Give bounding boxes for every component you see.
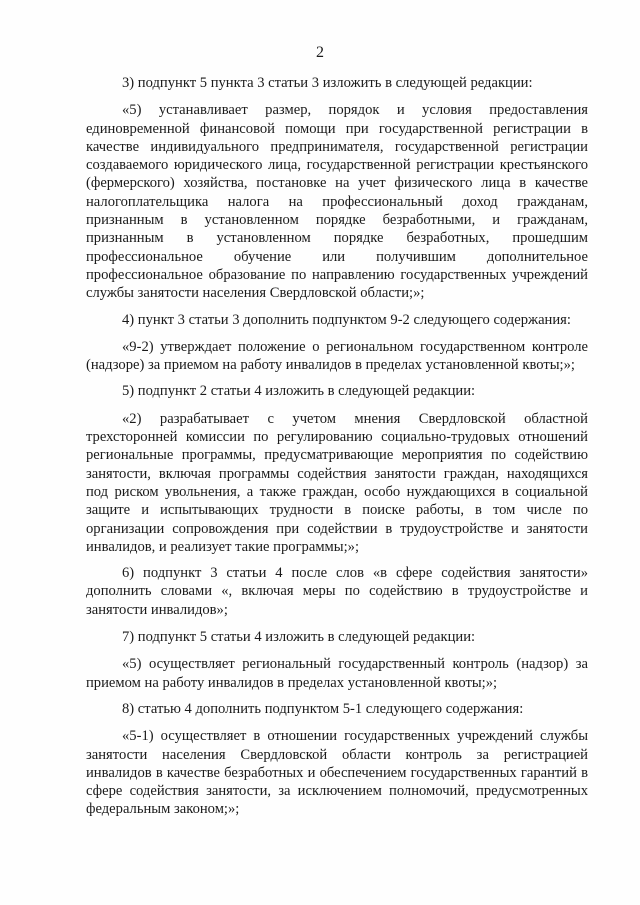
paragraph-item-3: 3) подпункт 5 пункта 3 статьи 3 изложить в следующей редакции: [122, 75, 533, 91]
paragraph-item-6: 6) подпункт 3 статьи 4 после слов «в сфере содействия занятости» дополнить словами «, включая меры по содействию в трудоустройстве и занятости инвалидов»; [86, 565, 588, 618]
paragraph-quote-5: «5) устанавливает размер, порядок и условия предоставления единовременной финансовой помощи при государственной регистрации в качестве индивидуального предпринимателя, государственной регистрации создаваемого юридического лица, государственной регистрации крестьянского (фермерского) хозяйства, постановке на учет физического лица в качестве налогоплательщика налога на профессиональный доход гражданам, признанным в установленном порядке безработными, и гражданам, признанным в установленном порядке безработных, прошедшим профессиональное обучение или получившим дополнительное профессиональное образование по направлению государственных учреждений службы занятости населения Свердловской области;»; [86, 102, 588, 302]
paragraph-quote-5-1: «5-1) осуществляет в отношении государственных учреждений службы занятости населения Свердловской области контроль за регистрацией инвалидов в качестве безработных и обеспечением государственных гарантий в сфере содействия занятости, за исключением полномочий, предусмотренных федеральным законом;»; [86, 728, 588, 818]
paragraph-quote-5-new: «5) осуществляет региональный государственный контроль (надзор) за приемом на работу инвалидов в пределах установленной квоты;»; [86, 656, 588, 691]
paragraph-quote-2: «2) разрабатывает с учетом мнения Свердловской областной трехсторонней комиссии по регулированию социально-трудовых отношений региональные программы, предусматривающие мероприятия по содействию занятости, включая программы содействия занятости граждан, находящихся под риском увольнения, а также граждан, особо нуждающихся в социальной защите и испытывающих трудности в поиске работы, в том числе по организации сопровождения при содействии в трудоустройстве и занятости инвалидов, и реализует такие программы;»; [86, 410, 588, 555]
paragraph-quote-9-2: «9-2) утверждает положение о региональном государственном контроле (надзоре) за приемом на работу инвалидов в пределах установленной квоты;»; [86, 338, 588, 374]
page-number: 2 [316, 44, 324, 61]
paragraph-item-4: 4) пункт 3 статьи 3 дополнить подпунктом 9-2 следующего содержания: [122, 311, 571, 328]
paragraph-item-5: 5) подпункт 2 статьи 4 изложить в следующей редакции: [122, 383, 476, 400]
paragraph-item-7: 7) подпункт 5 статьи 4 изложить в следующей редакции: [122, 629, 476, 646]
document-body [86, 74, 588, 827]
paragraph-item-8: 8) статью 4 дополнить подпунктом 5-1 следующего содержания: [122, 700, 524, 717]
